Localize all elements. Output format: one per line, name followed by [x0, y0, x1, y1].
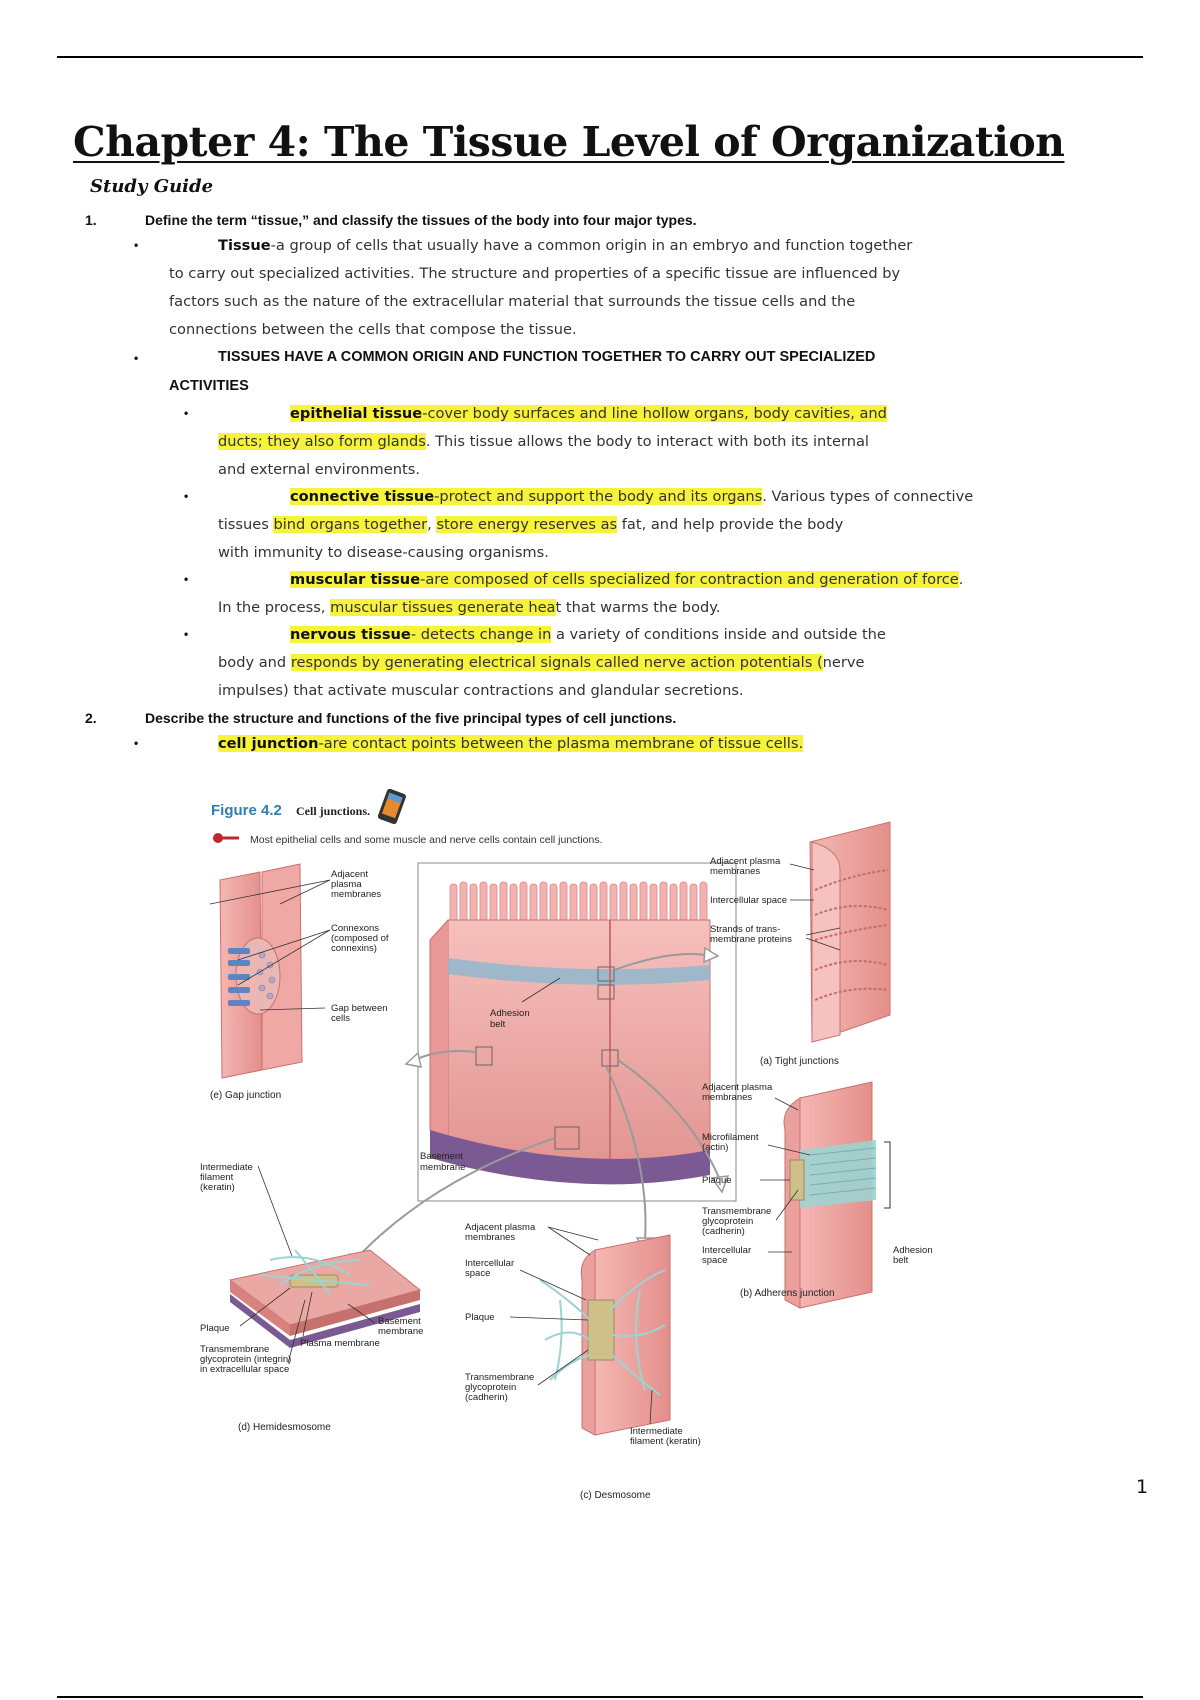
epithelial-cell-block — [430, 882, 710, 1184]
cell-junction-term: cell junction — [218, 735, 319, 752]
label-line: (cadherin) — [465, 1392, 508, 1403]
phone-icon — [377, 788, 407, 825]
label-line: Adjacent plasma — [702, 1082, 773, 1093]
label-line: membrane — [420, 1162, 466, 1173]
bullet-icon: • — [184, 489, 189, 503]
label-line: space — [465, 1268, 491, 1279]
bullet-icon: • — [184, 572, 189, 586]
label-line: Adjacent plasma — [465, 1222, 536, 1233]
adherens-plaque-label: Plaque — [702, 1175, 732, 1186]
connective-term: connective tissue — [290, 488, 435, 505]
epithelial-line: and external environments. — [218, 461, 420, 478]
label-line: membranes — [465, 1232, 516, 1243]
key-statement: Most epithelial cells and some muscle and nerve cells contain cell junctions. — [250, 834, 603, 846]
epithelial-line — [290, 404, 887, 423]
label-line: Transmembrane — [702, 1206, 772, 1217]
label-line: Adhesion — [893, 1245, 933, 1256]
hemi-transmembrane-label — [200, 1344, 291, 1375]
arrowhead — [406, 1053, 421, 1067]
tight-caption: (a) Tight junctions — [760, 1056, 839, 1067]
page-number: 1 — [1136, 1476, 1149, 1498]
page-subtitle: Study Guide — [90, 176, 214, 197]
hemi-plaque-label: Plaque — [200, 1323, 230, 1334]
adherens-adjacent-label — [702, 1082, 773, 1103]
top-rule — [57, 56, 1143, 58]
question-heading: Define the term “tissue,” and classify the tissues of the body into four major types. — [145, 212, 697, 228]
bullet-icon: • — [134, 736, 139, 750]
label-line: Transmembrane — [200, 1344, 270, 1355]
epithelial-term: epithelial tissue — [290, 405, 423, 422]
label-line: glycoprotein — [702, 1216, 754, 1227]
connective-line — [290, 487, 973, 506]
label-line: glycoprotein (integrin) — [200, 1354, 292, 1365]
tight-strands-label — [710, 924, 792, 945]
adherens-caption: (b) Adherens junction — [740, 1288, 835, 1299]
tissue-definition-line: connections between the cells that compose the tissue. — [169, 321, 577, 338]
question-heading: Describe the structure and functions of the five principal types of cell junctions. — [145, 710, 677, 726]
label-line: filament (keratin) — [630, 1436, 701, 1447]
connective-line: with immunity to disease-causing organisms. — [218, 544, 549, 561]
label-line: glycoprotein — [465, 1382, 517, 1393]
desmo-intermediate-label — [630, 1426, 701, 1447]
nervous-term: nervous tissue — [290, 626, 411, 643]
key-icon — [213, 833, 239, 843]
label-line: Adjacent plasma — [710, 856, 781, 867]
cell-junction-highlight: -are contact points between the plasma membrane of tissue cells. — [318, 735, 804, 752]
label-line: Adhesion — [490, 1008, 530, 1019]
label-line: Basement — [420, 1151, 463, 1162]
bottom-rule — [57, 1696, 1143, 1698]
muscular-text: . — [958, 571, 964, 588]
connective-text: . Various types of connective — [762, 488, 974, 505]
center-basement-label — [420, 1151, 465, 1173]
hemi-caption: (d) Hemidesmosome — [238, 1422, 331, 1433]
label-line: Connexons — [331, 923, 380, 934]
tissue-text: -a group of cells that usually have a common origin in an embryo and function together — [270, 237, 913, 254]
desmo-plaque-label: Plaque — [465, 1312, 495, 1323]
label-line: membrane proteins — [710, 934, 792, 945]
gap-caption: (e) Gap junction — [210, 1090, 282, 1101]
desmo-intercellular-label — [465, 1258, 514, 1279]
label-line: cells — [331, 1013, 351, 1024]
desmo-adjacent-label — [465, 1222, 536, 1243]
nervous-highlight: responds by generating electrical signals called nerve action potentials ( — [290, 654, 823, 671]
label-line: (composed of — [331, 933, 389, 944]
label-line: Intermediate — [200, 1162, 253, 1173]
connective-text: , — [427, 516, 437, 533]
label-line: in extracellular space — [200, 1364, 290, 1375]
label-line: membranes — [702, 1092, 753, 1103]
tight-intercellular-label: Intercellular space — [710, 895, 788, 906]
connective-highlight: -protect and support the body and its organs — [434, 488, 763, 505]
desmosome-illustration — [540, 1235, 670, 1435]
caps-statement: ACTIVITIES — [169, 378, 249, 394]
label-line: membranes — [710, 866, 761, 877]
figure-label: Figure 4.2 — [211, 802, 282, 819]
label-line: connexins) — [331, 943, 377, 954]
label-line: Gap between — [331, 1003, 388, 1014]
label-line: filament — [200, 1172, 234, 1183]
label-line: Adjacent — [331, 869, 368, 880]
bullet-icon: • — [184, 406, 189, 420]
nervous-line — [290, 625, 886, 644]
hemi-intermediate-label — [200, 1162, 253, 1193]
bullet-icon: • — [184, 627, 189, 641]
label-line: Microfilament — [702, 1132, 759, 1143]
bullet-icon: • — [134, 238, 139, 252]
tissue-definition-line: factors such as the nature of the extracellular material that surrounds the tissue cells and the — [169, 293, 856, 310]
nervous-text: body and — [218, 654, 291, 671]
nervous-text: nerve — [822, 654, 865, 671]
desmo-caption: (c) Desmosome — [580, 1490, 651, 1501]
nervous-line — [218, 653, 865, 672]
hemi-plasma-label: Plasma membrane — [300, 1338, 380, 1349]
question-number: 1. — [85, 212, 97, 228]
adherens-junction-illustration — [784, 1082, 890, 1308]
label-line: (cadherin) — [702, 1226, 745, 1237]
muscular-text: t that warms the body. — [555, 599, 721, 616]
page-title: Chapter 4: The Tissue Level of Organization — [73, 118, 1065, 166]
question-number: 2. — [85, 710, 97, 726]
muscular-term: muscular tissue — [290, 571, 421, 588]
connective-text: tissues — [218, 516, 274, 533]
epithelial-highlight: -cover body surfaces and line hollow organs, body cavities, and — [422, 405, 887, 422]
label-line: membrane — [378, 1326, 424, 1337]
label-line: belt — [893, 1255, 909, 1266]
epithelial-highlight: ducts; they also form glands — [218, 433, 426, 450]
label-line: belt — [490, 1019, 506, 1030]
muscular-line — [218, 598, 720, 617]
epithelial-text: . This tissue allows the body to interact with both its internal — [425, 433, 869, 450]
connective-highlight: bind organs together — [273, 516, 428, 533]
label-line: membranes — [331, 889, 382, 900]
label-line: (keratin) — [200, 1182, 235, 1193]
gap-gap-label — [331, 1003, 388, 1024]
hemi-basement-label — [378, 1316, 423, 1337]
muscular-highlight: muscular tissues generate hea — [330, 599, 556, 616]
nervous-text: a variety of conditions inside and outside the — [551, 626, 886, 643]
muscular-text: In the process, — [218, 599, 331, 616]
nervous-highlight: - detects change in — [410, 626, 552, 643]
adherens-intercellular-label — [702, 1245, 751, 1266]
tissue-term: Tissue — [218, 237, 271, 254]
desmo-transmembrane-label — [465, 1372, 534, 1403]
connective-text: fat, and help provide the body — [617, 516, 844, 533]
nervous-line: impulses) that activate muscular contractions and glandular secretions. — [218, 682, 744, 699]
label-line: Basement — [378, 1316, 421, 1327]
tight-adjacent-label — [710, 856, 781, 877]
label-line: plasma — [331, 879, 362, 890]
adherens-belt-label — [893, 1245, 933, 1266]
connective-highlight: store energy reserves as — [436, 516, 618, 533]
label-line: space — [702, 1255, 728, 1266]
label-line: Strands of trans- — [710, 924, 781, 935]
tissue-definition-line: to carry out specialized activities. The structure and properties of a specific tissue are influenced by — [169, 265, 901, 282]
tissue-definition-line — [218, 236, 912, 255]
figure-title: Cell junctions. — [296, 804, 371, 818]
caps-statement: TISSUES HAVE A COMMON ORIGIN AND FUNCTION TOGETHER TO CARRY OUT SPECIALIZED — [218, 349, 876, 365]
epithelial-line — [218, 432, 869, 451]
label-line: Intercellular — [702, 1245, 752, 1256]
label-line: Intermediate — [630, 1426, 683, 1437]
gap-connexons-label — [331, 923, 389, 954]
gap-adjacent-label — [331, 869, 381, 900]
muscular-line — [290, 570, 963, 589]
cell-junction-line — [218, 734, 803, 753]
connective-line — [218, 515, 843, 534]
cell-junctions-figure — [200, 780, 990, 1510]
adherens-transmembrane-label — [702, 1206, 771, 1237]
bullet-icon: • — [134, 351, 139, 365]
label-line: Transmembrane — [465, 1372, 535, 1383]
muscular-highlight: -are composed of cells specialized for contraction and generation of force — [420, 571, 959, 588]
label-line: (actin) — [702, 1142, 729, 1153]
label-line: Intercellular — [465, 1258, 515, 1269]
